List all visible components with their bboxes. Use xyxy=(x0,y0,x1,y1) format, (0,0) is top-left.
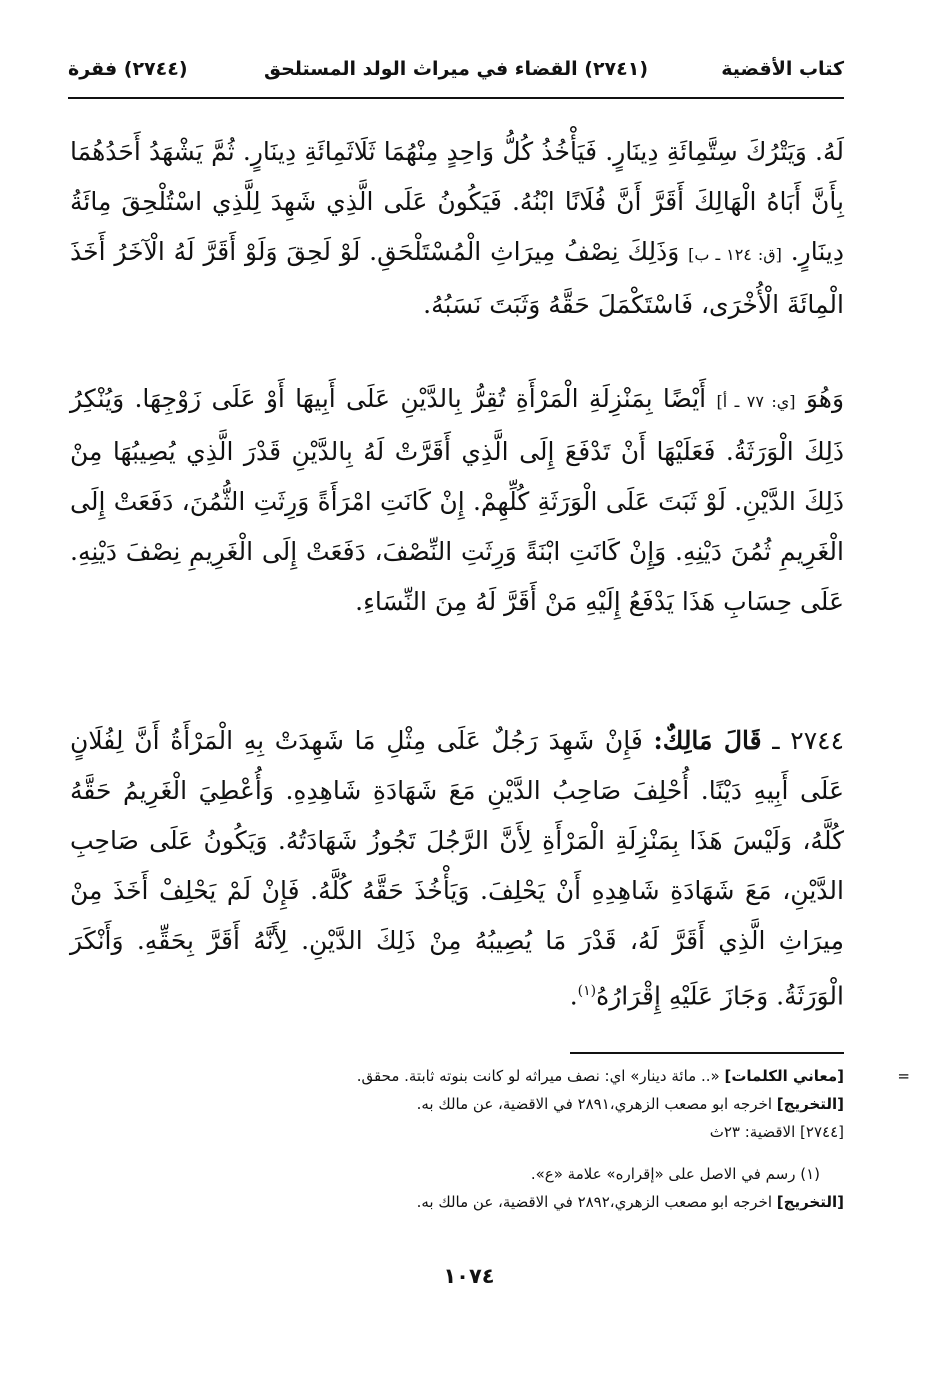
paragraph-2 xyxy=(70,374,844,627)
paragraph-1-text-a: لَهُ. وَيَتْرُكَ سِتَّمِائَةِ دِينَارٍ. فَيَأْخُذُ كُلُّ وَاحِدٍ مِنْهُمَا ثَلَاثَمِائَةِ دِينَارٍ. ثُمَّ يَشْهَدُ أَحَدُهُمَا بِأَنَّ أَبَاهُ الْهَالِكَ أَقَرَّ أَنَّ فُلَانًا ابْنُهُ. فَيَكُونُ عَلَى الَّذِي شَهِدَ لِلَّذِي اسْتُلْحِقَ مِائَةُ دِينَارٍ. xyxy=(70,137,844,266)
footnote-rule xyxy=(570,1052,844,1054)
manuscript-ref: [ي: ٧٧ ـ أ] xyxy=(716,392,796,411)
paragraph-1-text-b: وَذَلِكَ نِصْفُ مِيرَاثِ الْمُسْتَلْحَقِ. لَوْ لَحِقَ وَلَوْ أَقَرَّ لَهُ الْآخَرُ أَخَذَ الْمِائَةَ الْأُخْرَى، فَاسْتَكْمَلَ حَقَّهُ وَثَبَتَ نَسَبُهُ. xyxy=(70,237,844,319)
footnote-marker: (١) xyxy=(577,983,597,999)
paragraph-2-text-b: أَيْضًا بِمَنْزِلَةِ الْمَرْأَةِ تُقِرُّ بِالدَّيْنِ عَلَى أَبِيهَا أَوْ عَلَى زَوْجِهَا. وَيُنْكِرُ ذَلِكَ الْوَرَثَةُ. فَعَلَيْهَا أَنْ تَدْفَعَ إِلَى الَّذِي أَقَرَّتْ لَهُ بِالدَّيْنِ قَدْرَ الَّذِي يُصِيبُهَا مِنْ ذَلِكَ الدَّيْنِ. لَوْ ثَبَتَ عَلَى الْوَرَثَةِ كُلِّهِمْ. إِنْ كَانَتِ امْرَأَةً وَرِثَتِ الثُّمُنَ، دَفَعَتْ إِلَى الْغَرِيمِ ثُمُنَ دَيْنِهِ. وَإِنْ كَانَتِ ابْنَةً وَرِثَتِ النِّصْفَ، دَفَعَتْ إِلَى الْغَرِيمِ نِصْفَ دَيْنِهِ. عَلَى حِسَابِ هَذَا يَدْفَعُ إِلَيْهِ مَنْ أَقَرَّ لَهُ مِنَ النِّسَاءِ. xyxy=(70,384,844,616)
paragraph-1 xyxy=(70,127,844,330)
footnote-takhrij-1 xyxy=(84,1090,844,1118)
reference-text: [٢٧٤٤] الاقضية: ٢٣ث xyxy=(709,1123,844,1141)
paragraph-number: ٢٧٤٤ ـ xyxy=(772,726,845,755)
running-header xyxy=(68,48,844,100)
header-paragraph-number: (٢٧٤٤) فقرة xyxy=(68,58,188,80)
footnote-takhrij-2 xyxy=(84,1188,844,1216)
page-number: ١٠٧٤ xyxy=(443,1264,495,1288)
paragraph-2-text-a: وَهُوَ xyxy=(805,384,845,413)
continuation-marker: = xyxy=(897,1067,910,1085)
footnote-reference xyxy=(84,1118,844,1146)
footnote-note-1 xyxy=(84,1160,844,1188)
speaker-label: قَالَ مَالِكٌ: xyxy=(653,726,762,755)
meanings-text: «.. مائة دينار» اي: نصف ميراثه لو كانت بنوته ثابتة. محقق. xyxy=(356,1067,720,1085)
paragraph-3-text: فَإِنْ شَهِدَ رَجُلٌ عَلَى مِثْلِ مَا شَهِدَتْ بِهِ الْمَرْأَةُ أَنَّ لِفُلَانٍ عَلَى أَبِيهِ دَيْنًا. أُحْلِفَ صَاحِبُ الدَّيْنِ مَعَ شَهَادَةِ شَاهِدِهِ. وَأُعْطِيَ الْغَرِيمُ حَقَّهُ كُلَّهُ، وَلَيْسَ هَذَا بِمَنْزِلَةِ الْمَرْأَةِ لِأَنَّ الرَّجُلَ تَجُوزُ شَهَادَتُهُ. وَيَكُونُ عَلَى صَاحِبِ الدَّيْنِ، مَعَ شَهَادَةِ شَاهِدِهِ أَنْ يَحْلِفَ. وَيَأْخُذَ حَقَّهُ كُلَّهُ. فَإِنْ لَمْ يَحْلِفْ أَخَذَ مِنْ مِيرَاثِ الَّذِي أَقَرَّ لَهُ، قَدْرَ مَا يُصِيبُهُ مِنْ ذَلِكَ الدَّيْنِ. لِأَنَّهُ أَقَرَّ بِحَقِّهِ. وَأَنْكَرَ الْوَرَثَةُ. وَجَازَ عَلَيْهِ إِقْرَارُهُ xyxy=(70,726,844,1011)
header-book-title: كتاب الأقضية xyxy=(721,58,844,80)
manuscript-ref: [ق: ١٢٤ ـ ب] xyxy=(688,245,782,264)
takhrij-label: [التخريج] xyxy=(776,1095,844,1113)
footnote-meanings xyxy=(84,1062,910,1090)
header-chapter-title: (٢٧٤١) القضاء في ميراث الولد المستلحق xyxy=(263,58,649,80)
footnotes xyxy=(84,1062,910,1216)
meanings-label: [معاني الكلمات] xyxy=(724,1067,844,1085)
header-rule xyxy=(68,97,844,99)
takhrij-text: اخرجه ابو مصعب الزهري،٢٨٩٢ في الاقضية، عن مالك به. xyxy=(416,1193,773,1211)
note-text: (١) رسم في الاصل على «إقراره» علامة «ع». xyxy=(530,1165,820,1183)
takhrij-text: اخرجه ابو مصعب الزهري،٢٨٩١ في الاقضية، عن مالك به. xyxy=(416,1095,773,1113)
paragraph-3 xyxy=(70,716,844,1021)
takhrij-label: [التخريج] xyxy=(776,1193,844,1211)
paragraph-3-end: . xyxy=(569,981,578,1011)
